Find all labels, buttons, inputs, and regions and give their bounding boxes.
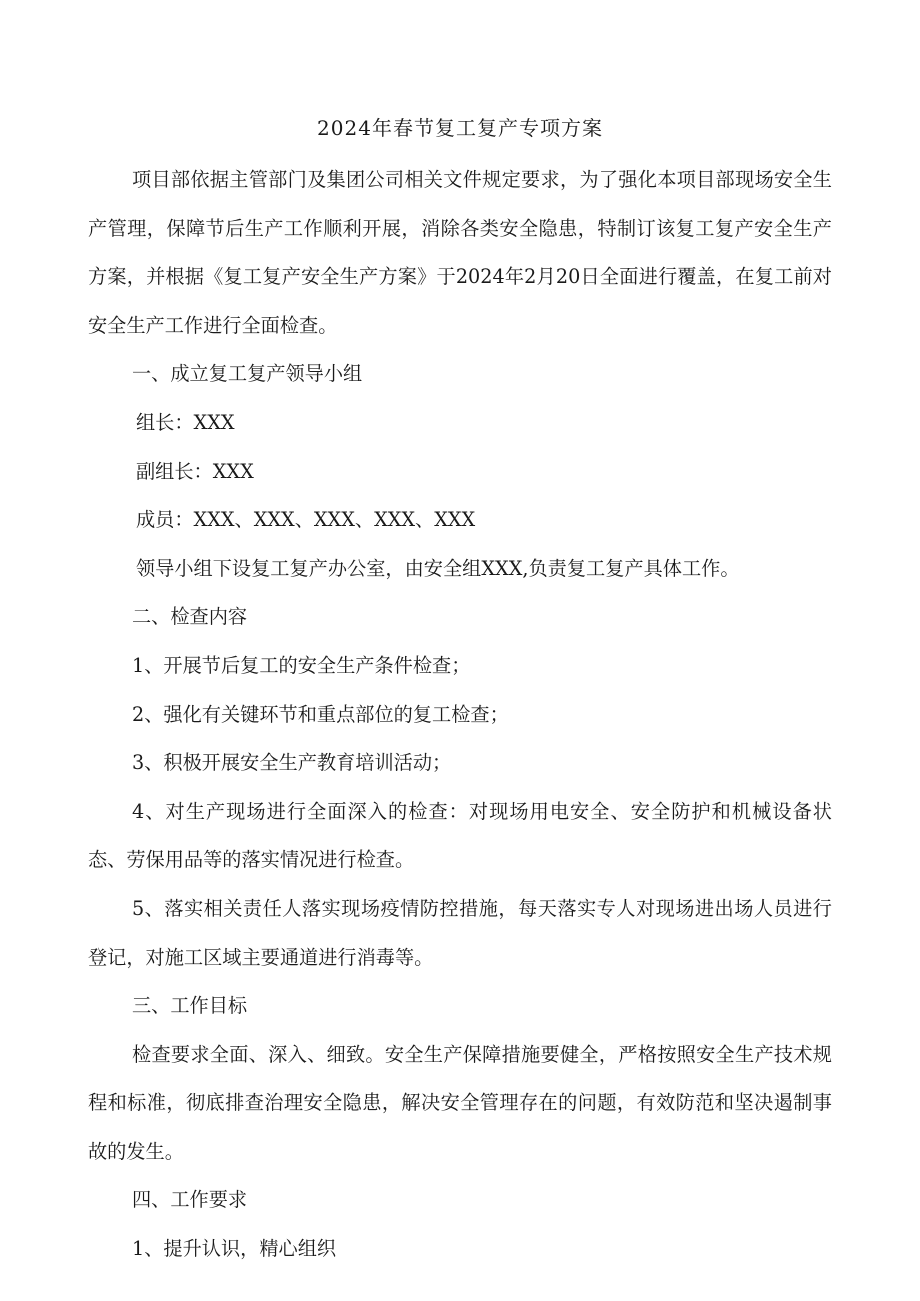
check-item-5: 5、落实相关责任人落实现场疫情防控措施，每天落实专人对现场进出场人员进行登记，对施工区域主要通道进行消毒等。	[88, 896, 832, 969]
document-body	[88, 156, 832, 1274]
goals-paragraph: 检查要求全面、深入、细致。安全生产保障措施要健全，严格按照安全生产技术规程和标准，彻底排查治理安全隐患，解决安全管理存在的问题，有效防范和坚决遏制事故的发生。	[88, 1042, 832, 1163]
check-item-2: 2、强化有关键环节和重点部位的复工检查；	[132, 702, 509, 726]
check-item-4: 4、对生产现场进行全面深入的检查：对现场用电安全、安全防护和机械设备状态、劳保用品等的落实情况进行检查。	[88, 799, 832, 872]
section-1-heading: 一、成立复工复产领导小组	[132, 362, 363, 386]
check-item-3: 3、积极开展安全生产教育培训活动；	[132, 751, 452, 775]
deputy-line: 副组长：XXX	[136, 459, 254, 483]
members-line: 成员：XXX、XXX、XXX、XXX、XXX	[136, 508, 476, 532]
section-2-heading: 二、检查内容	[132, 605, 248, 629]
office-line: 领导小组下设复工复产办公室，由安全组XXX,负责复工复产具体工作。	[136, 556, 740, 580]
section-3-heading: 三、工作目标	[132, 994, 248, 1018]
check-item-1: 1、开展节后复工的安全生产条件检查；	[132, 653, 471, 677]
requirement-item-1: 1、提升认识，精心组织	[132, 1237, 337, 1261]
leader-line: 组长：XXX	[136, 410, 235, 434]
intro-paragraph: 项目部依据主管部门及集团公司相关文件规定要求，为了强化本项目部现场安全生产管理，保障节后生产工作顺利开展，消除各类安全隐患，特制订该复工复产安全生产方案，并根据《复工复产安全生产方案》于2024年2月20日全面进行覆盖，在复工前对安全生产工作进行全面检查。	[88, 168, 832, 337]
section-4-heading: 四、工作要求	[132, 1188, 248, 1212]
document-title: 2024年春节复工复产专项方案	[317, 116, 603, 140]
